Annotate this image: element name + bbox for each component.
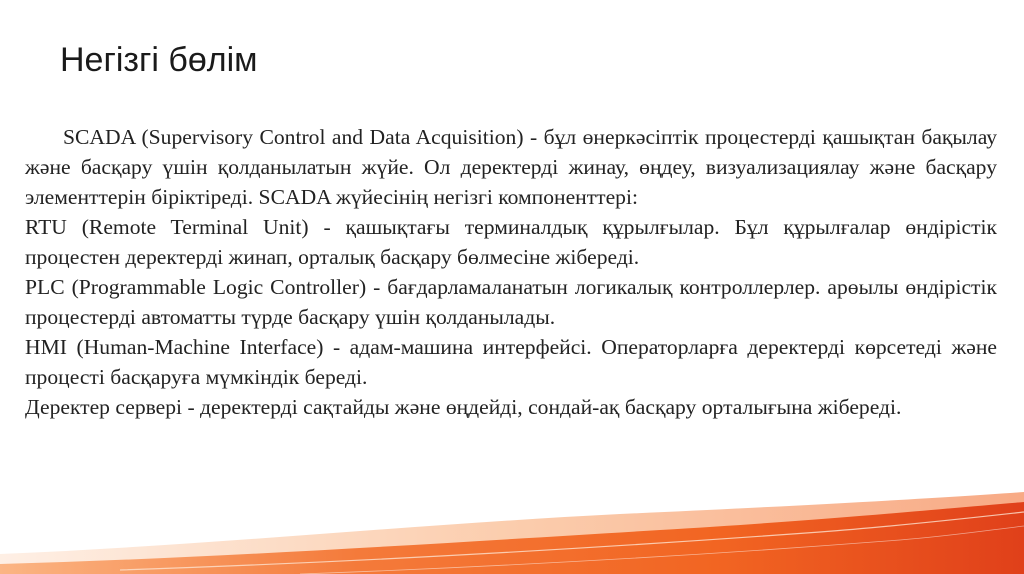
- paragraph-data-server: Деректер сервері - деректерді сақтайды және өңдейді, сондай-ақ басқару орталығына жібереді.: [25, 395, 902, 419]
- orange-wave-decoration: [0, 484, 1024, 574]
- paragraph-scada-intro: SCADA (Supervisory Control and Data Acquisition) - бұл өнеркәсіптік процестерді қашықтан бақылау және басқару үшін қолданылатын жүйе. Ол деректерді жинау, өңдеу, визуализациялау және басқару элементтерін біріктіреді. SCADA жүйесінің негізгі компоненттері:: [25, 125, 997, 209]
- paragraph-hmi: HMI (Human-Machine Interface) - адам-машина интерфейсі. Операторларға деректерді көрсетеді және процесті басқаруға мүмкіндік береді.: [25, 335, 997, 389]
- paragraph-plc: PLC (Programmable Logic Controller) - бағдарламаланатын логикалық контроллерлер. арөылы өндірістік процестерді автоматты түрде басқару үшін қолданылады.: [25, 275, 997, 329]
- paragraph-rtu: RTU (Remote Terminal Unit) - қашықтағы терминалдық құрылғылар. Бұл құрылғалар өндірістік процестен деректерді жинап, орталық басқару бөлмесіне жібереді.: [25, 215, 997, 269]
- slide-title: Негізгі бөлім: [60, 41, 258, 79]
- slide-body: [25, 122, 997, 422]
